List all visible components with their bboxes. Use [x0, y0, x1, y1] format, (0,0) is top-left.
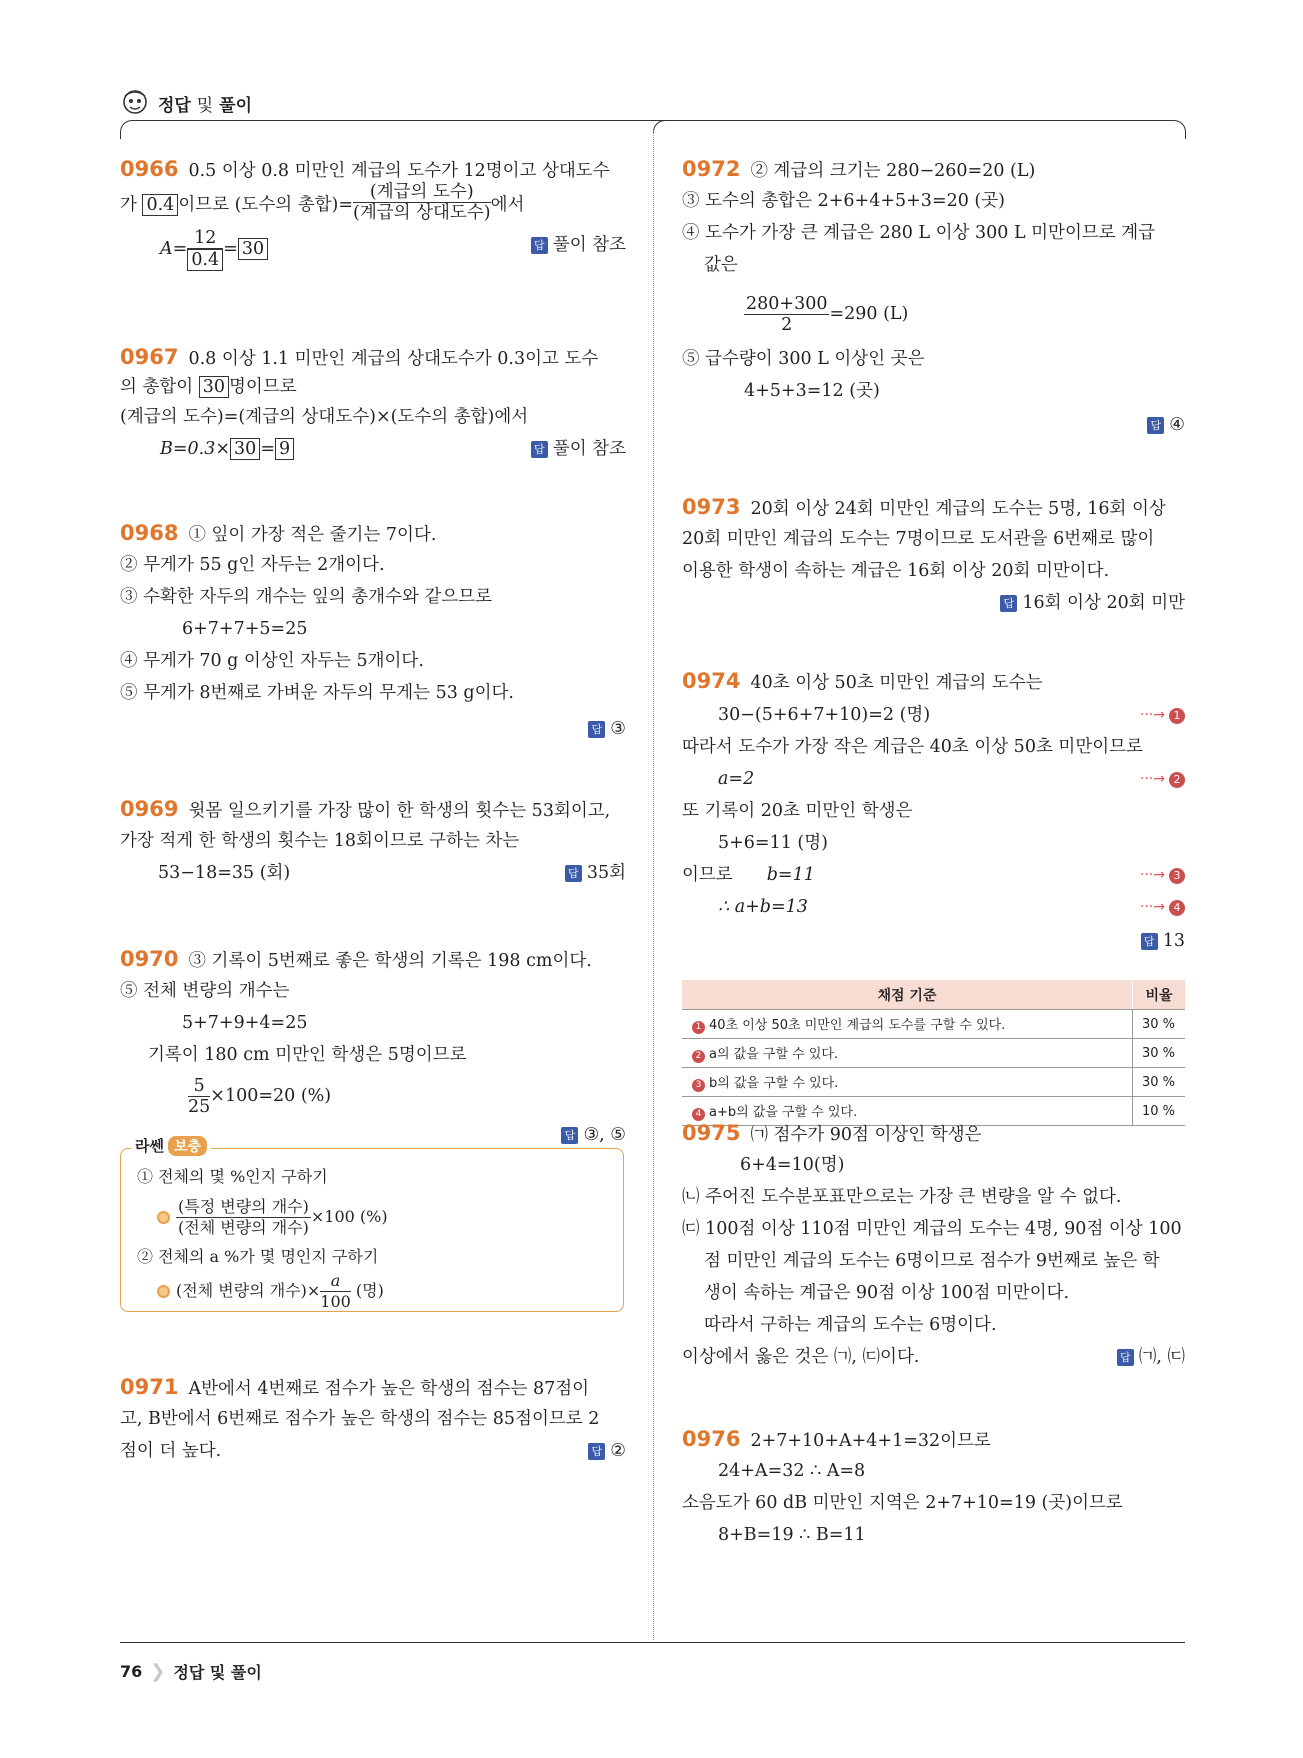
p0972-answer: 답 ④: [1147, 414, 1185, 436]
p0966-answer: 답 풀이 참조: [531, 234, 626, 256]
p0973-answer: 답 16회 이상 20회 미만: [1000, 592, 1185, 614]
p0972-line3: ④ 도수가 가장 큰 계급은 280 L 이상 300 L 미만이므로 계급: [682, 223, 1156, 243]
p0975-line8: 이상에서 옳은 것은 ㈀, ㈂이다.: [682, 1347, 920, 1367]
criteria-header: 채점 기준: [682, 980, 1133, 1010]
p0966-line1: 0966 0.5 이상 0.8 미만인 계급의 도수가 12명이고 상대도수: [120, 157, 610, 181]
table-row: 2 a의 값을 구할 수 있다. 30 %: [682, 1039, 1185, 1068]
p0969-answer: 답 35회: [565, 862, 626, 884]
p0968-line5: ④ 무게가 70 g 이상인 자두는 5개이다.: [120, 651, 424, 671]
p0969-line2: 가장 적게 한 학생의 횟수는 18회이므로 구하는 차는: [120, 831, 520, 851]
p0971-line3: 점이 더 높다.: [120, 1441, 222, 1461]
p0975-line4: ㈂ 100점 이상 110점 미만인 계급의 도수는 4명, 90점 이상 100: [682, 1219, 1182, 1239]
p0968-line4: 6+7+7+5=25: [182, 619, 308, 639]
p0973-line1: 0973 20회 이상 24회 미만인 계급의 도수는 5명, 16회 이상: [682, 495, 1166, 519]
p0972-line1: 0972 ② 계급의 크기는 280−260=20 (L): [682, 157, 1036, 181]
p0972-line6: ⑤ 급수량이 300 L 이상인 곳은: [682, 349, 925, 369]
ratio-header: 비율: [1133, 980, 1186, 1010]
frame-right: [653, 120, 1186, 139]
p0970-line3: 5+7+9+4=25: [182, 1013, 308, 1033]
table-row: 4 a+b의 값을 구할 수 있다. 10 %: [682, 1097, 1185, 1126]
supplement-line1: ① 전체의 몇 %인지 구하기: [137, 1167, 328, 1186]
step-marker-4: ···→ 4: [1140, 896, 1185, 918]
step-marker-3: ···→ 3: [1140, 864, 1185, 886]
column-divider: [653, 128, 654, 1640]
p0969-line1: 0969 윗몸 일으키기를 가장 많이 한 학생의 횟수는 53회이고,: [120, 797, 611, 821]
p0972-line7: 4+5+3=12 (곳): [744, 381, 880, 401]
p0970-line5: $\frac{5}{25}$ ×100=20 (%): [188, 1076, 332, 1117]
bullet-icon: [157, 1285, 170, 1298]
p0966-line3: A= $\frac{12}{0.4}$ = 30: [160, 228, 626, 271]
p0967-line2: 의 총합이 30 명이므로: [120, 377, 297, 397]
p0971-answer: 답 ②: [588, 1440, 626, 1462]
p0971-line1: 0971 A반에서 4번째로 점수가 높은 학생의 점수는 87점이: [120, 1375, 590, 1399]
p0971-line2: 고, B반에서 6번째로 점수가 높은 학생의 점수는 85점이므로 2: [120, 1409, 600, 1429]
p0968-line6: ⑤ 무게가 8번째로 가벼운 자두의 무게는 53 g이다.: [120, 683, 514, 703]
p0973-line3: 이용한 학생이 속하는 계급은 16회 이상 20회 미만이다.: [682, 561, 1110, 581]
p0974-line3: 따라서 도수가 가장 작은 계급은 40초 이상 50초 미만이므로: [682, 737, 1143, 757]
supplement-tab: 라쎈 보충: [131, 1135, 211, 1156]
p0973-line2: 20회 미만인 계급의 도수는 7명이므로 도서관을 6번째로 많이: [682, 529, 1155, 549]
footer-label: 정답 및 풀이: [173, 1663, 262, 1682]
p0972-line4: 값은: [704, 255, 738, 275]
p0974-line5: 또 기록이 20초 미만인 학생은: [682, 801, 913, 821]
footer-line: [120, 1642, 1185, 1643]
page-header: [120, 88, 252, 118]
p0976-line3: 소음도가 60 dB 미만인 지역은 2+7+10=19 (곳)이므로: [682, 1493, 1123, 1513]
p0970-line2: ⑤ 전체 변량의 개수는: [120, 981, 290, 1001]
p0967-line3: (계급의 도수)=(계급의 상대도수)×(도수의 총합)에서: [120, 407, 529, 427]
p0970-line4: 기록이 180 cm 미만인 학생은 5명이므로: [148, 1045, 467, 1065]
header-title: 정답 및 풀이: [158, 95, 252, 116]
p0975-line5: 점 미만인 계급의 도수는 6명이므로 점수가 9번째로 높은 학: [704, 1251, 1160, 1271]
p0968-line3: ③ 수확한 자두의 개수는 잎의 총개수와 같으므로: [120, 587, 493, 607]
p0974-line2: 30−(5+6+7+10)=2 (명): [718, 705, 931, 725]
p0968-line2: ② 무게가 55 g인 자두는 2개이다.: [120, 555, 385, 575]
page-number: 76: [120, 1662, 143, 1681]
mascot-icon: [120, 88, 150, 118]
p0967-line1: 0967 0.8 이상 1.1 미만인 계급의 상대도수가 0.3이고 도수: [120, 345, 599, 369]
step-marker-1: ···→ 1: [1140, 704, 1185, 726]
p0975-line3: ㈁ 주어진 도수분포표만으로는 가장 큰 변량을 알 수 없다.: [682, 1187, 1122, 1207]
p0968-answer: 답 ③: [588, 718, 626, 740]
p0972-line2: ③ 도수의 총합은 2+6+4+5+3=20 (곳): [682, 191, 1005, 211]
supplement-line4: (전체 변량의 개수)× $\frac{a}{100}$ (명): [157, 1271, 384, 1312]
p0968-line1: 0968 ① 잎이 가장 적은 줄기는 7이다.: [120, 521, 437, 545]
bullet-icon: [157, 1211, 170, 1224]
p0972-line5: $\frac{280+300}{2}$ =290 (L): [746, 294, 909, 335]
chevron-right-icon: ❯: [150, 1661, 166, 1682]
grading-criteria-table: [682, 980, 1185, 1126]
supplement-line3: ② 전체의 a %가 몇 명인지 구하기: [137, 1247, 379, 1266]
p0974-line7: 이므로 b=11: [682, 865, 815, 885]
p0974-line6: 5+6=11 (명): [718, 833, 828, 853]
step-marker-2: ···→ 2: [1140, 768, 1185, 790]
table-row: 3 b의 값을 구할 수 있다. 30 %: [682, 1068, 1185, 1097]
p0967-line4: B=0.3× 30 = 9: [160, 438, 626, 460]
p0976-line4: 8+B=19 ∴ B=11: [718, 1525, 866, 1545]
p0970-answer: 답 ③, ⑤: [561, 1124, 626, 1146]
p0975-answer: 답 ㈀, ㈂: [1117, 1346, 1185, 1368]
p0974-line1: 0974 40초 이상 50초 미만인 계급의 도수는: [682, 669, 1043, 693]
p0975-line7: 따라서 구하는 계급의 도수는 6명이다.: [704, 1315, 997, 1335]
frame-left: [120, 120, 654, 139]
p0970-line1: 0970 ③ 기록이 5번째로 좋은 학생의 기록은 198 cm이다.: [120, 947, 592, 971]
p0966-line2: 가 0.4 이므로 (도수의 총합)= $\frac{\text{(계급의 도수)}}{\text{(계급의 상대도수)}}$ 에서: [120, 182, 525, 223]
p0975-line6: 생이 속하는 계급은 90점 이상 100점 미만이다.: [704, 1283, 1070, 1303]
p0974-line4: a=2: [718, 769, 755, 789]
p0975-line2: 6+4=10(명): [740, 1155, 845, 1175]
table-row: 1 40초 이상 50초 미만인 계급의 도수를 구할 수 있다. 30 %: [682, 1010, 1185, 1039]
supplement-box: [120, 1137, 624, 1312]
p0967-answer: 답 풀이 참조: [531, 438, 626, 460]
p0974-line8: ∴ a+b=13: [718, 897, 808, 917]
page-footer: [120, 1660, 262, 1683]
p0976-line2: 24+A=32 ∴ A=8: [718, 1461, 866, 1481]
p0976-line1: 0976 2+7+10+A+4+1=32이므로: [682, 1427, 991, 1451]
p0969-line3: 53−18=35 (회): [158, 863, 291, 883]
p0974-answer: 답 13: [1141, 930, 1185, 952]
supplement-line2: $\frac{\text{(특정 변량의 개수)}}{\text{(전체 변량의 개수)}}$ ×100 (%): [157, 1197, 388, 1238]
p0975-line1: 0975 ㈀ 점수가 90점 이상인 학생은: [682, 1121, 982, 1145]
